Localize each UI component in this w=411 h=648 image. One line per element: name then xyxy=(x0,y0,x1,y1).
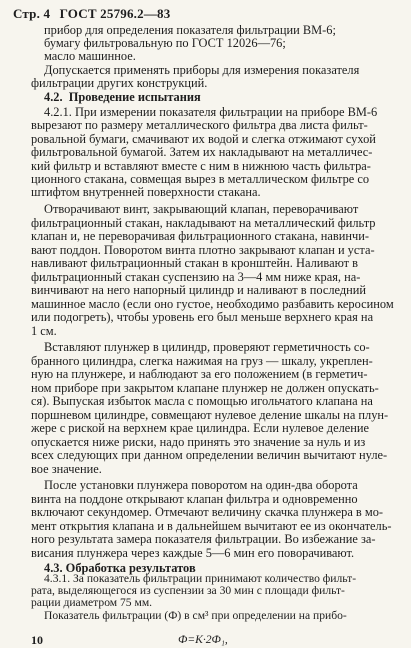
text-line: Отворачивают винт, закрывающий клапан, переворачивают xyxy=(44,202,359,216)
text-line: бранного цилиндра, слегка нажимая на груз — шкалу, укреплен- xyxy=(31,354,373,368)
text-line: 4.3.1. За показатель фильтрации принимают количество фильт- xyxy=(44,572,357,585)
text-line: винчивают на него напорный цилиндр и наливают в последний xyxy=(31,283,367,297)
running-header xyxy=(13,6,170,22)
text-line: Вставляют плунжер в цилиндр, проверяют герметичность со- xyxy=(44,340,370,354)
text-line: ровальной бумаги, смачивают их водой и слегка отжимают сухой xyxy=(31,132,376,146)
text-line: кий фильтр и вставляют вместе с ним в нижнюю часть фильтра- xyxy=(31,159,371,173)
standard-code: ГОСТ 25796.2—83 xyxy=(59,6,171,21)
text-line: 4.2.1. При измерении показателя фильтрации на приборе ВМ-6 xyxy=(44,105,378,119)
text-line: включают секундомер. Отмечают величину скачка плунжера в мо- xyxy=(31,505,384,519)
text-line: фильтрационный стакан, накладывают на металлический фильтр xyxy=(31,216,376,230)
text-line: ного результата замера показателя фильтрации. Во избежание за- xyxy=(31,532,376,546)
text-line: машинное масло (если оно густое, необходимо разбавить керосином xyxy=(31,297,394,311)
text-line: фильтрации других конструкций. xyxy=(31,76,208,90)
text-line: клапан и, не переворачивая фильтрационного стакана, навинчи- xyxy=(31,229,370,243)
text-line: опускается ниже риски, надо принять это значение за нуль и из xyxy=(31,435,366,449)
text-line: После установки плунжера поворотом на один-два оборота xyxy=(44,478,358,492)
text-line: или подогреть), чтобы уровень его был меньше верхнего края на xyxy=(31,310,374,324)
text-line: штифтом внутренней поверхности стакана. xyxy=(31,185,261,199)
section-heading: 4.2. Проведение испытания xyxy=(44,90,201,104)
text-line: 1 см. xyxy=(31,324,57,338)
text-line: ся). Выпуская избыток масла с помощью игольчатого клапана на xyxy=(31,394,373,408)
text-line: Допускается применять приборы для измерения показателя xyxy=(44,63,360,77)
text-line: навливают фильтрационный стакан в кронштейн. Наливают в xyxy=(31,256,359,270)
text-line: ную на плунжере, и наблюдают за его положением (в герметич- xyxy=(31,367,368,381)
text-line: фильтровальной бумагой. Затем их накладывают на металличес- xyxy=(31,145,373,159)
text-line: всех следующих при данном определении величин вычитают нуле- xyxy=(31,448,388,462)
text-line: ционного стакана, совмещая вырез в металлическом фильтре со xyxy=(31,172,370,186)
page-number: 10 xyxy=(31,633,43,647)
text-line: масло машинное. xyxy=(44,49,136,63)
text-line: рата, выделяющегося из суспензии за 30 мин с площади фильт- xyxy=(31,584,345,597)
text-line: поршневом цилиндре, совмещают нулевое деление шкалы на плун- xyxy=(31,408,389,422)
text-line: висания плунжера через каждые 5—6 мин его поворачивают. xyxy=(31,546,355,560)
text-line: вое значение. xyxy=(31,462,102,476)
text-line: фильтрационный стакан суспензию на 3—4 мм ниже края, на- xyxy=(31,270,361,284)
section-heading: 4.3. Обработка результатов xyxy=(44,561,196,575)
text-line: жере с риской на верхнем крае цилиндра. Если нулевое деление xyxy=(31,421,370,435)
text-line: бумагу фильтровальную по ГОСТ 12026—76; xyxy=(44,36,286,50)
text-line: мент открытия клапана и в дальнейшем вычитают ее из окончатель- xyxy=(31,519,392,533)
text-line: ном приборе при закрытом клапане плунжер не должен опускать- xyxy=(31,381,379,395)
text-line: вырезают по размеру металлического фильтра два листа фильт- xyxy=(31,118,368,132)
text-line: рации диаметром 75 мм. xyxy=(31,596,153,609)
formula: Ф=К·2Ф₁, xyxy=(178,633,228,646)
text-line: вают поддон. Поворотом винта плотно закрывают клапан и уста- xyxy=(31,243,375,257)
text-line: Показатель фильтрации (Ф) в см³ при определении на прибо- xyxy=(44,609,347,622)
text-line: винта на поддоне открывают клапан фильтра и одновременно xyxy=(31,492,358,506)
page-label: Стр. 4 xyxy=(13,6,51,21)
text-line: прибор для определения показателя фильтрации ВМ-6; xyxy=(44,23,336,37)
